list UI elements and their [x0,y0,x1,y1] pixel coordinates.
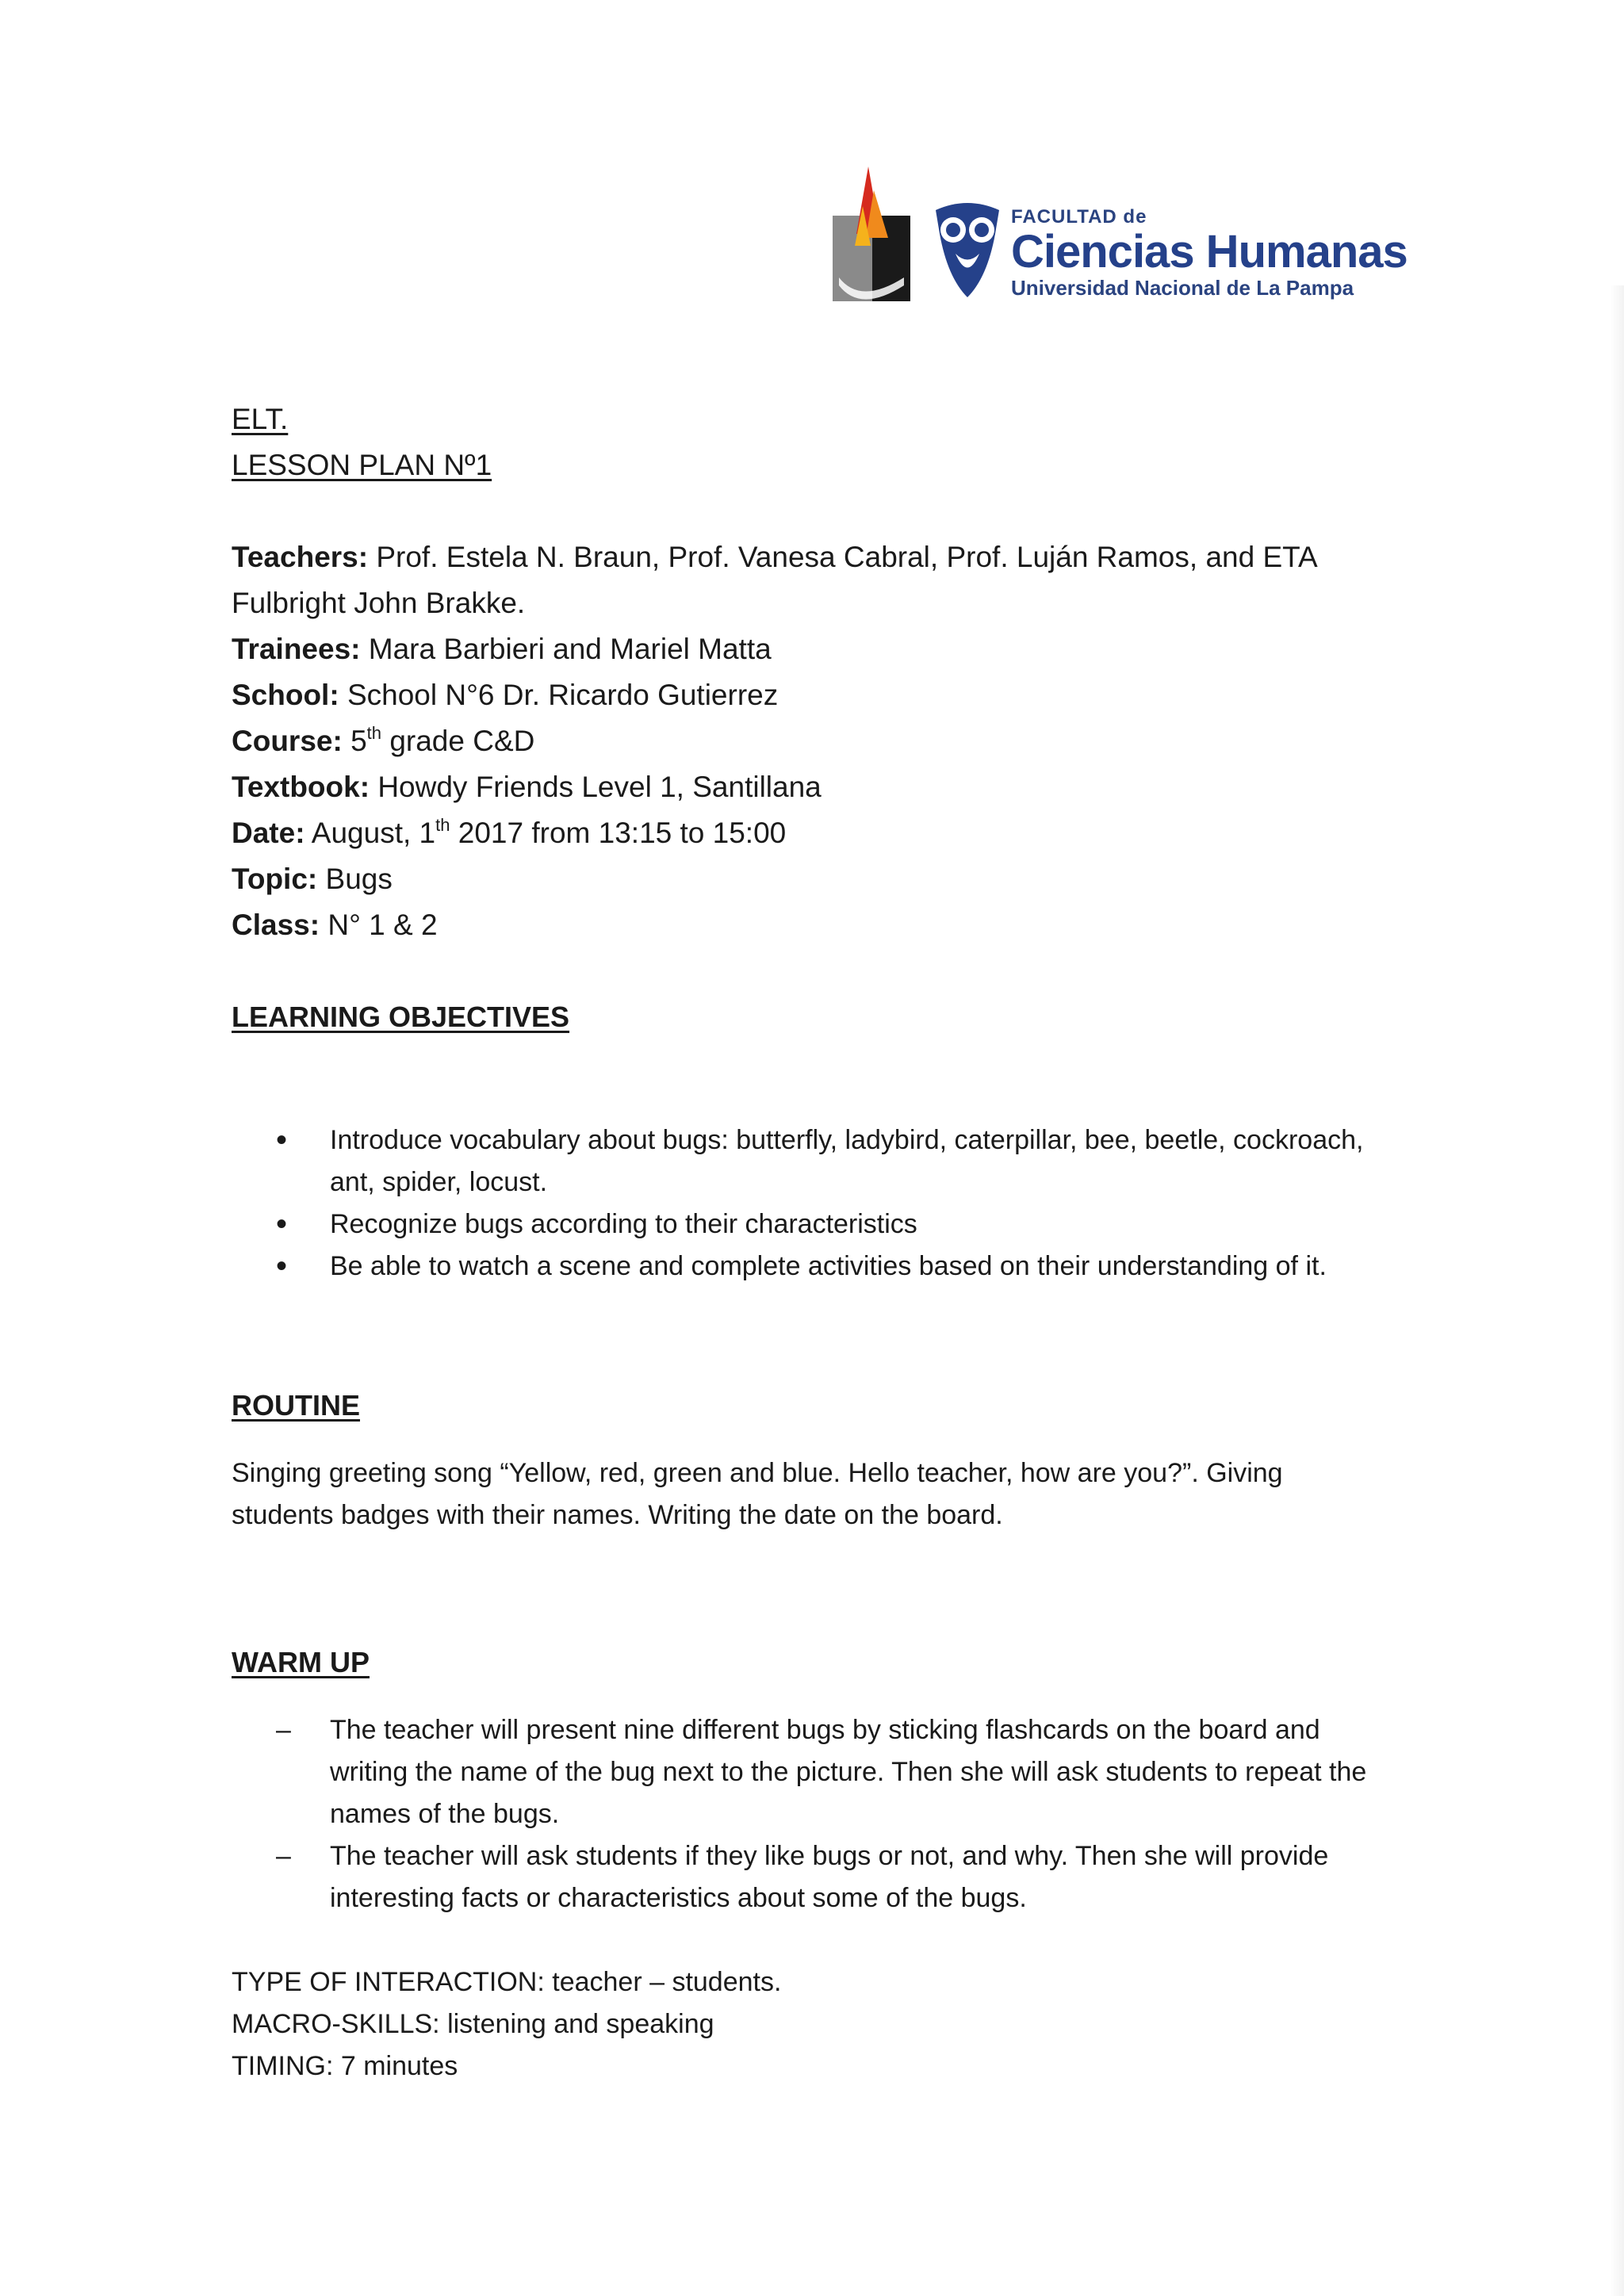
warm-up-heading: WARM UP [232,1646,370,1678]
macro-skills: MACRO-SKILLS: listening and speaking [232,2009,714,2039]
teachers-row [232,534,1389,580]
course-suffix: th [366,722,382,743]
topic-row [232,856,1389,902]
trainees-row [232,626,1389,672]
textbook-label: Textbook: [232,771,370,803]
routine-heading: ROUTINE [232,1389,360,1422]
date-value: August, 1 [311,817,436,849]
warm-up-list [232,1709,1389,1919]
logo-text [1011,206,1408,300]
teachers-value: Prof. Estela N. Braun, Prof. Vanesa Cabral, Prof. Luján Ramos, and ETA [376,541,1318,573]
topic-value: Bugs [325,863,393,895]
logo-faculty-name: Ciencias Humanas [1011,226,1408,277]
school-value: School N°6 Dr. Ricardo Gutierrez [347,679,779,711]
timing: TIMING: 7 minutes [232,2051,458,2081]
trainees-label: Trainees: [232,633,361,665]
list-item: • Be able to watch a scene and complete activities based on their understanding of it. [232,1246,1389,1288]
trainees-value: Mara Barbieri and Mariel Matta [368,633,772,665]
learning-objectives-heading: LEARNING OBJECTIVES [232,1001,570,1033]
teachers-label: Teachers: [232,541,369,573]
learning-objectives-list [232,1119,1389,1288]
date-label: Date: [232,817,305,849]
class-label: Class: [232,909,320,941]
interaction-type: TYPE OF INTERACTION: teacher – students. [232,1967,782,1997]
doc-subject: ELT. [232,403,289,435]
textbook-value: Howdy Friends Level 1, Santillana [377,771,822,803]
school-row [232,672,1389,718]
logo-faculty-label: FACULTAD de [1011,206,1147,228]
course-label: Course: [232,725,343,757]
university-emblem-icon [825,159,1007,309]
course-number: 5 [350,725,367,757]
date-rest: 2017 from 13:15 to 15:00 [458,817,787,849]
logo-university-name: Universidad Nacional de La Pampa [1011,276,1354,300]
faculty-logo [825,159,1408,309]
textbook-row [232,764,1389,810]
list-item: – The teacher will present nine different bugs by sticking flashcards on the board and writing the name of the bug next to the picture. Then she will ask students to repeat the names of the bugs. [232,1709,1389,1835]
date-row [232,810,1389,856]
doc-title: LESSON PLAN Nº1 [232,449,492,481]
course-rest: grade C&D [389,725,535,757]
class-value: N° 1 & 2 [327,909,438,941]
list-item: • Introduce vocabulary about bugs: butterfly, ladybird, caterpillar, bee, beetle, cockroach, ant, spider, locust. [232,1119,1389,1203]
course-row [232,718,1389,764]
date-suffix: th [435,814,450,835]
school-label: School: [232,679,339,711]
topic-label: Topic: [232,863,318,895]
document-body [232,396,1389,2087]
routine-text: Singing greeting song “Yellow, red, green and blue. Hello teacher, how are you?”. Giving students badges with their names. Writing the date on the board. [232,1458,1283,1530]
page-edge-shadow [1610,285,1624,2296]
teachers-value-cont: Fulbright John Brakke. [232,587,526,619]
class-row [232,902,1389,948]
list-item: • Recognize bugs according to their characteristics [232,1203,1389,1246]
list-item: – The teacher will ask students if they like bugs or not, and why. Then she will provide interesting facts or characteristics about some of the bugs. [232,1835,1389,1919]
